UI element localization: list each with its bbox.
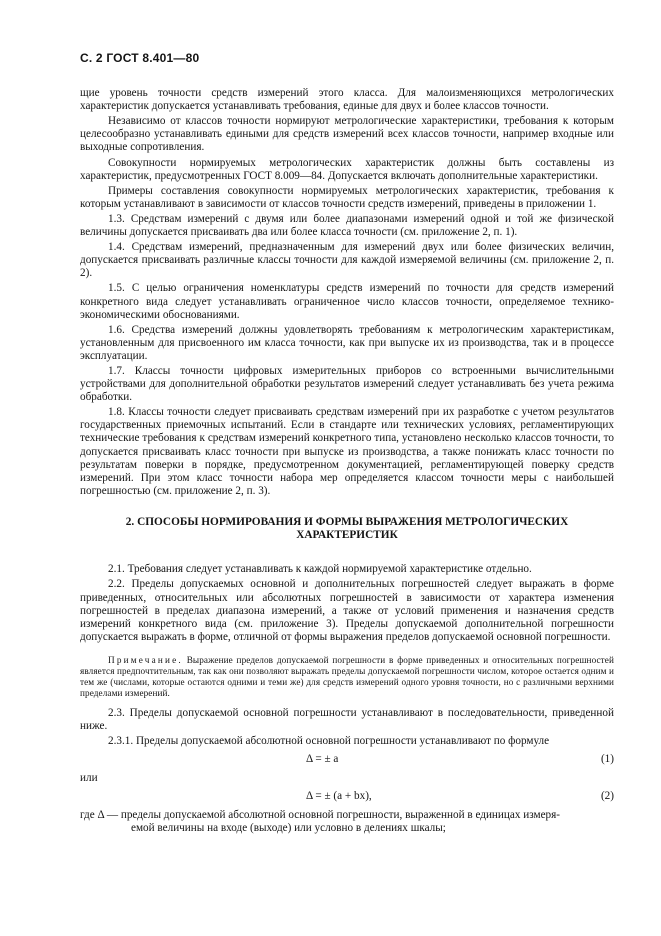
clause-1-6: 1.6. Средства измерений должны удовлетворять требованиям к метрологическим характеристикам, установленным для присвоенного им класса точности, как при выпуске их из производства, так и в процессе эксплуатации.	[80, 323, 614, 362]
or-text: или	[80, 772, 98, 785]
clause-2-3: 2.3. Пределы допускаемой основной погрешности устанавливают в последовательности, приведенной ниже.	[80, 706, 614, 732]
formula-2	[80, 790, 614, 804]
clause-1-7: 1.7. Классы точности цифровых измерительных приборов со встроенными вычислительными устройствами для дополнительной обработки результатов измерений следует устанавливать без учета режима обработки.	[80, 364, 614, 404]
formula-1-number: (1)	[600, 753, 614, 766]
where-continuation: емой величины на входе (выходе) или условно в делениях шкалы;	[131, 822, 446, 835]
formula-1-expression: Δ = ± a	[306, 753, 339, 766]
paragraph: Примеры составления совокупности нормируемых метрологических характеристик, требования к которым устанавливают в зависимости от классов точности средств измерений, приведены в приложении 1.	[80, 184, 614, 210]
note-text: Выражение пределов допускаемой погрешности в форме приведенных и относительных погрешностей является предпочтительным, так как они позволяют выражать пределы допускаемой погрешности числом, которое остается одним и тем же (числами, которые остаются одними и теми же) для средств измерений одного уровня точности, но с различными верхними пределами измерений.	[80, 654, 614, 698]
paragraph: щие уровень точности средств измерений этого класса. Для малоизменяющихся метрологических характеристик допускается устанавливать требования, единые для двух и более классов точности.	[80, 87, 614, 113]
paragraph: Совокупности нормируемых метрологических характеристик должны быть составлены из характеристик, предусмотренных ГОСТ 8.009—84. Допускается включать дополнительные характеристики.	[80, 156, 614, 182]
clause-2-2: 2.2. Пределы допускаемых основной и дополнительных погрешностей следует выражать в форме приведенных, относительных или абсолютных погрешностей в зависимости от характера изменения погрешностей в пределах диапазона измерений, а также от условий применения и назначения средств измерений конкретного вида (см. приложение 3). Пределы допускаемой дополнительной погрешности допускается выражать в форме, отличной от формы выражения пределов допускаемой основной погрешности.	[80, 578, 614, 643]
where-definition	[80, 809, 614, 835]
where-first-line: где Δ — пределы допускаемой абсолютной основной погрешности, выраженной в единицах измеря-	[80, 809, 561, 822]
document-page	[80, 52, 614, 835]
clause-1-4: 1.4. Средствам измерений, предназначенным для измерений двух или более физических величин, допускается присваивать различные классы точности для каждой измеряемой величины (см. приложение 2, п. 2).	[80, 241, 614, 280]
paragraph: Независимо от классов точности нормируют метрологические характеристики, требования к которым целесообразно устанавливать едиными для средств измерений всех классов точности, например входные или выходные сопротивления.	[80, 115, 614, 154]
clause-1-5: 1.5. С целью ограничения номенклатуры средств измерений по точности для средств измерений конкретного вида следует устанавливать ограниченное число классов точности, определяемое технико-экономическими обоснованиями.	[80, 282, 614, 321]
clause-2-3-1: 2.3.1. Пределы допускаемой абсолютной основной погрешности устанавливают по формуле	[108, 735, 550, 748]
note-label: Примечание.	[108, 654, 183, 665]
section-title: 2. СПОСОБЫ НОРМИРОВАНИЯ И ФОРМЫ ВЫРАЖЕНИЯ МЕТРОЛОГИЧЕСКИХ ХАРАКТЕРИСТИК	[125, 515, 569, 542]
clause-1-3: 1.3. Средствам измерений с двумя или более диапазонами измерений одной и той же физической величины допускается присваивать два или более класса точности (см. приложение 2, п. 1).	[80, 212, 614, 239]
note	[80, 655, 614, 699]
clause-2-1: 2.1. Требования следует устанавливать к каждой нормируемой характеристике отдельно.	[108, 563, 532, 576]
formula-1	[80, 753, 614, 767]
section-2-text	[80, 563, 614, 644]
page-header: С. 2 ГОСТ 8.401—80	[80, 51, 200, 65]
formula-2-expression: Δ = ± (a + bx),	[306, 790, 372, 803]
formula-2-number: (2)	[600, 790, 614, 803]
top-text-block	[80, 87, 614, 498]
clause-1-8: 1.8. Классы точности следует присваивать средствам измерений при их разработке с учетом результатов государственных приемочных испытаний. Если в стандарте или технических условиях, регламентирующих технические требования к средствам измерений конкретного типа, установлено несколько классов точности, то допускается присваивать класс точности при выпуске из производства, а также понижать класс точности по результатам поверки в порядке, предусмотренном документацией, регламентирующей поверку средств измерений. При этом класс точности набора мер определяется классом точности меры с наибольшей погрешностью (см. приложение 2, п. 3).	[80, 406, 614, 497]
